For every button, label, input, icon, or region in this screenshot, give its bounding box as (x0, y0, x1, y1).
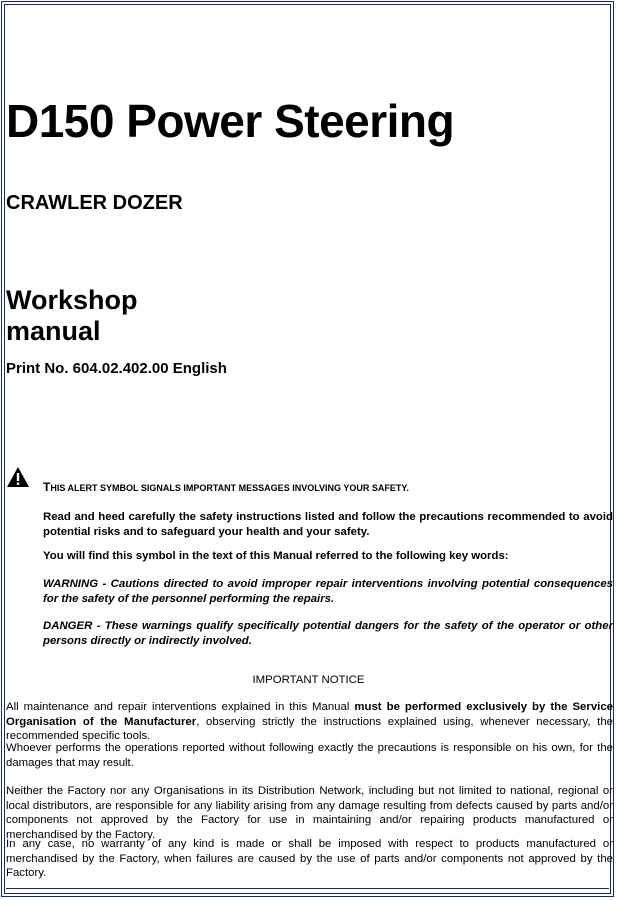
alert-heading-initial: T (43, 480, 51, 494)
alert-heading-rest: HIS ALERT SYMBOL SIGNALS IMPORTANT MESSAGES INVOLVING YOUR SAFETY. (50, 483, 409, 493)
notice-paragraph: In any case, no warranty of any kind is made or shall be imposed with respect to products manufactured or merchandised by the Factory, when failures are caused by the use of parts and/or components not approved by the Factory. (6, 838, 613, 879)
warning-paragraph: WARNING - Cautions directed to avoid improper repair interventions involving potential consequences for the safety of the personnel performing the repairs. (43, 578, 613, 605)
notice-text: All maintenance and repair interventions explained in this Manual (6, 701, 355, 713)
notice-emphasis: must be performed exclusively by the Service Organisation of the Manufacturer (6, 701, 613, 728)
notice-heading: IMPORTANT NOTICE (252, 674, 365, 686)
alert-heading (43, 480, 409, 494)
document-subtitle: CRAWLER DOZER (6, 192, 183, 214)
print-number: Print No. 604.02.402.00 English (6, 360, 227, 377)
warning-triangle-icon (6, 466, 30, 488)
safety-paragraph: Read and heed carefully the safety instructions listed and follow the precautions recommended to avoid potential risks and to safeguard your health and your safety. (43, 511, 613, 538)
danger-paragraph: DANGER - These warnings qualify specifically potential dangers for the safety of the operator or other persons directly or indirectly involved. (43, 620, 613, 647)
notice-text: , observing strictly the instructions explained using, whenever necessary, the recommended specific tools. (6, 715, 613, 742)
document-type: Workshop manual (6, 285, 138, 346)
key-words-paragraph: You will find this symbol in the text of this Manual referred to the following key words: (43, 550, 509, 562)
document-title: D150 Power Steering (6, 95, 455, 147)
notice-paragraph (6, 700, 613, 744)
notice-paragraph: Neither the Factory nor any Organisations in its Distribution Network, including but not limited to national, regional or local distributors, are responsible for any liability arising from any damage resulting from defects caused by parts and/or components not approved by the Factory for use in maintaining and/or repairing products manufactured or merchandised by the Factory. (6, 785, 613, 841)
notice-paragraph: Whoever performs the operations reported without following exactly the precautions is responsible on his own, for the damages that may result. (6, 742, 613, 769)
bottom-rule (6, 888, 609, 889)
